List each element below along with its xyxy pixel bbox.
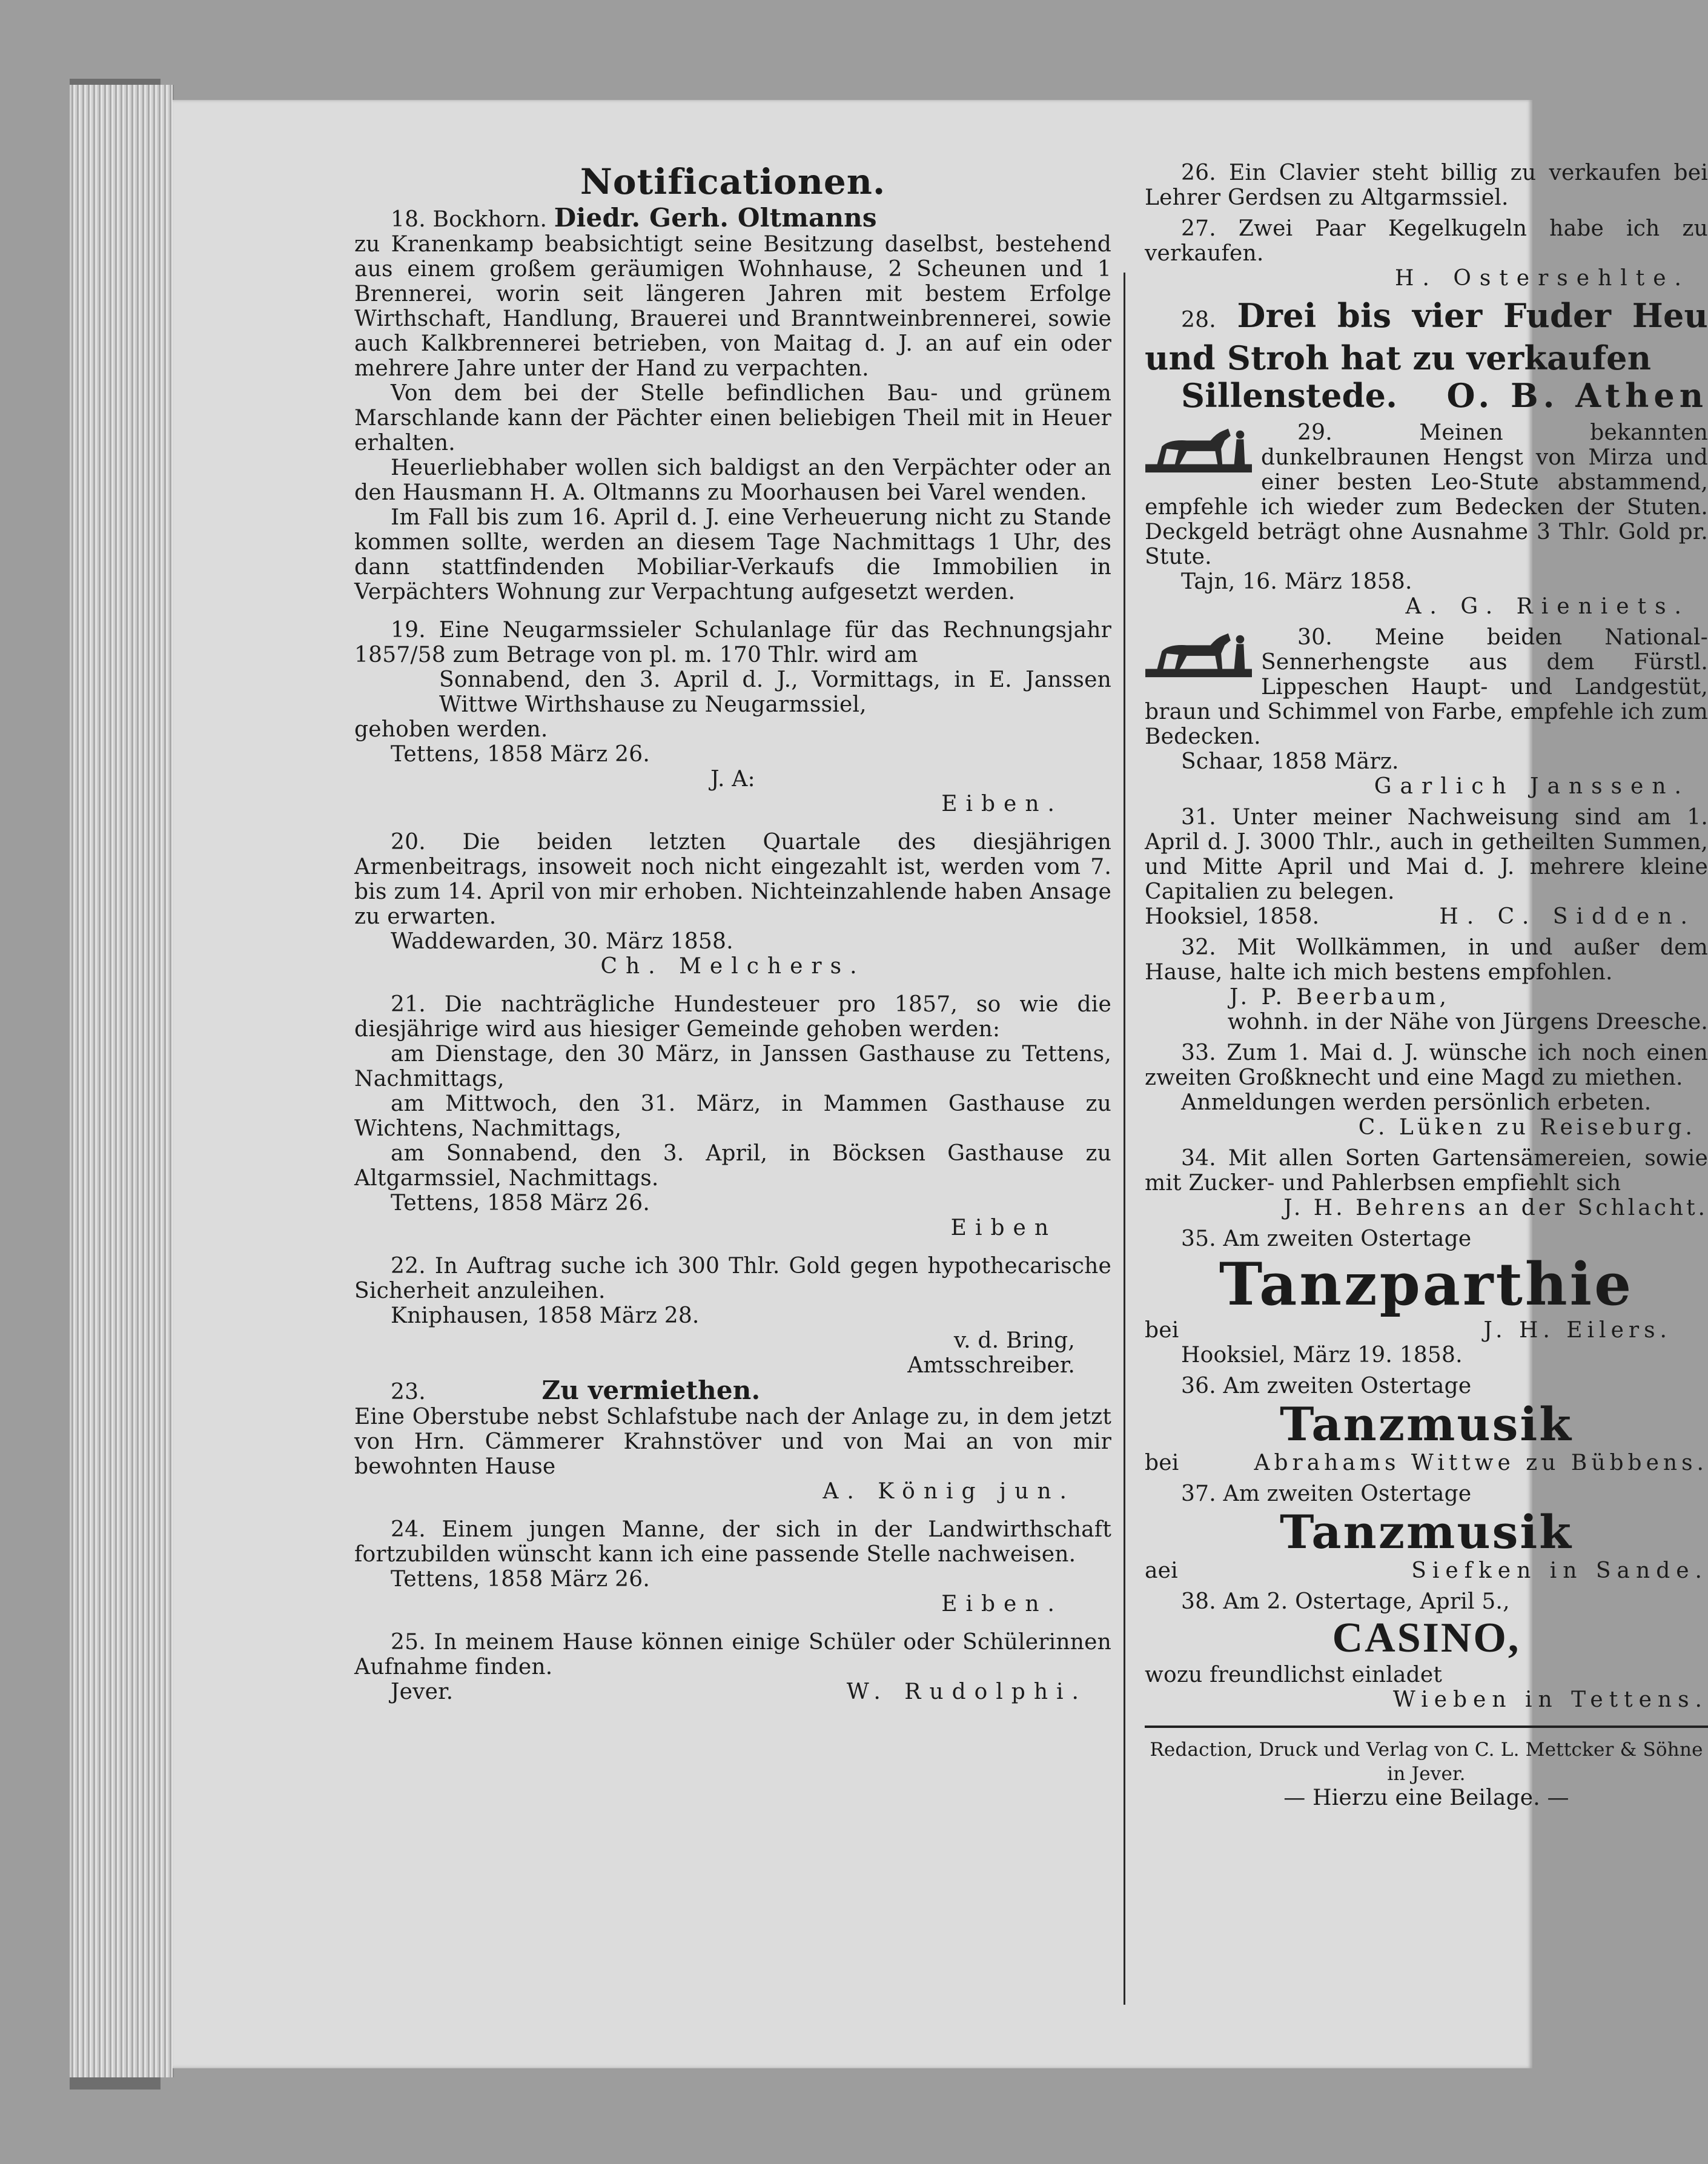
notice-36-bei: bei bbox=[1145, 1451, 1179, 1475]
notice-20-place: Waddewarden, 30. März 1858. bbox=[391, 929, 733, 954]
notice-31-sig: H. C. Sidden. bbox=[1439, 904, 1696, 929]
notice-19-place: Tettens, 1858 März 26. bbox=[391, 742, 650, 767]
notice-23-num: 23. bbox=[391, 1380, 426, 1405]
notice-29-sig: A. G. Rieniets. bbox=[1405, 594, 1690, 619]
left-column bbox=[354, 160, 1111, 1704]
notice-28 bbox=[1145, 297, 1708, 414]
notice-30 bbox=[1145, 625, 1708, 799]
notice-31 bbox=[1145, 805, 1708, 929]
notice-30-sig: Garlich Janssen. bbox=[1374, 774, 1690, 799]
notice-32-sig2: wohnh. in der Nähe von Jürgens Dreesche. bbox=[1227, 1010, 1708, 1034]
notice-38-sig: Wieben in Tettens. bbox=[1392, 1687, 1708, 1712]
notice-24-text: 24. Einem jungen Manne, der sich in der Landwirthschaft fortzubilden wünscht kann ich eine passende Stelle nachweisen. bbox=[354, 1517, 1111, 1567]
notice-35-title: Tanzparthie bbox=[1219, 1250, 1634, 1319]
notice-38-text: 38. Am 2. Ostertage, April 5., bbox=[1181, 1589, 1510, 1614]
notice-22-sig1: v. d. Bring, bbox=[953, 1328, 1075, 1353]
notice-28-num: 28. bbox=[1181, 308, 1216, 333]
notice-38-title: CASINO, bbox=[1332, 1615, 1521, 1661]
notice-38-text2: wozu freundlichst einladet bbox=[1145, 1663, 1443, 1687]
notice-27 bbox=[1145, 216, 1708, 291]
notice-33-text2: Anmeldungen werden persönlich erbeten. bbox=[1181, 1090, 1652, 1115]
notice-37 bbox=[1145, 1481, 1708, 1583]
notice-35-bei: bei bbox=[1145, 1318, 1179, 1343]
notice-26 bbox=[1145, 160, 1708, 210]
notice-21-date3: am Sonnabend, den 3. April, in Böcksen Gasthause zu Altgarmssiel, Nachmittags. bbox=[354, 1141, 1111, 1191]
notice-19-sig2: Eiben. bbox=[941, 792, 1063, 816]
column-divider bbox=[1124, 273, 1125, 2005]
notice-20-sig: Ch. Melchers. bbox=[600, 954, 866, 979]
notice-28-text: Drei bis vier Fuder Heu und Stroh hat zu verkaufen bbox=[1145, 296, 1708, 377]
notice-31-place: Hooksiel, 1858. bbox=[1145, 904, 1320, 929]
notice-18 bbox=[354, 205, 1111, 604]
notice-30-place: Schaar, 1858 März. bbox=[1181, 749, 1399, 774]
notice-27-text: 27. Zwei Paar Kegelkugeln habe ich zu verkaufen. bbox=[1145, 216, 1708, 266]
notice-27-sig: H. Ostersehlte. bbox=[1395, 266, 1690, 291]
notice-18-text2: Von dem bei der Stelle befindlichen Bau- und grünem Marschlande kann der Pächter einen beliebigen Theil mit in Heuer erhalten. bbox=[354, 381, 1111, 455]
notice-36-sig: Abrahams Wittwe zu Bübbens. bbox=[1254, 1451, 1708, 1475]
notice-20-text: 20. Die beiden letzten Quartale des diesjährigen Armenbeitrags, insoweit noch nicht eingezahlt ist, werden vom 7. bis zum 14. April von mir erhoben. Nichteinzahlende haben Ansage zu erwarten. bbox=[354, 830, 1111, 929]
notice-35-place: Hooksiel, März 19. 1858. bbox=[1181, 1343, 1463, 1368]
notice-34 bbox=[1145, 1146, 1708, 1220]
notice-24-sig: Eiben. bbox=[941, 1592, 1063, 1616]
notice-23-title: Zu vermiethen. bbox=[541, 1375, 761, 1405]
notice-22 bbox=[354, 1254, 1111, 1378]
notice-21-sig: Eiben bbox=[950, 1216, 1057, 1240]
notice-34-text: 34. Mit allen Sorten Gartensämereien, sowie mit Zucker- und Pahlerbsen empfiehlt sich bbox=[1145, 1146, 1708, 1196]
notice-36 bbox=[1145, 1374, 1708, 1475]
notice-29-place: Tajn, 16. März 1858. bbox=[1181, 569, 1412, 594]
notice-37-sig: Siefken in Sande. bbox=[1411, 1558, 1708, 1583]
notice-19-text: 19. Eine Neugarmssieler Schulanlage für das Rechnungsjahr 1857/58 zum Betrage von pl. m. 170 Thlr. wird am bbox=[354, 618, 1111, 667]
notice-21 bbox=[354, 992, 1111, 1240]
notice-18-name: Diedr. Gerh. Oltmanns bbox=[554, 203, 877, 233]
notice-23-text: Eine Oberstube nebst Schlafstube nach der Anlage zu, in dem jetzt von Hrn. Cämmerer Krahnstöver und von Mai an von mir bewohnten Hause bbox=[354, 1405, 1111, 1479]
notice-32 bbox=[1145, 935, 1708, 1034]
notice-26-text: 26. Ein Clavier steht billig zu verkaufen bei Lehrer Gerdsen zu Altgarmssiel. bbox=[1145, 160, 1708, 210]
notice-28-sig: O. B. Athen bbox=[1446, 376, 1708, 415]
right-column bbox=[1145, 160, 1708, 1810]
notice-23-sig: A. König jun. bbox=[823, 1479, 1075, 1504]
notice-22-place: Kniphausen, 1858 März 28. bbox=[391, 1303, 700, 1328]
notice-18-text4: Im Fall bis zum 16. April d. J. eine Verheuerung nicht zu Stande kommen sollte, werden an diesem Tage Nachmittags 1 Uhr, des dann stattfindenden Mobiliar-Verkaufs die Immobilien in Verpächters Wohnung zur Verpachtung aufgesetzt werden. bbox=[354, 505, 1111, 604]
notice-19-sig1: J. A: bbox=[710, 767, 755, 792]
notice-29-text: 29. Meinen bekannten dunkelbraunen Hengst von Mirza und einer besten Leo-Stute abstammend, empfehle ich wieder zum Bedecken der Stuten. Deckgeld beträgt ohne Ausnahme 3 Thlr. Gold pr. Stute. bbox=[1145, 420, 1708, 569]
notice-30-text: 30. Meine beiden National-Sennerhengste aus dem Fürstl. Lippeschen Haupt- und Landgestüt, braun und Schimmel von Farbe, empfehle ich zum Bedecken. bbox=[1145, 625, 1708, 749]
notice-36-text: 36. Am zweiten Ostertage bbox=[1181, 1374, 1472, 1398]
notice-21-date2: am Mittwoch, den 31. März, in Mammen Gasthause zu Wichtens, Nachmittags, bbox=[354, 1091, 1111, 1141]
notice-18-text3: Heuerliebhaber wollen sich baldigst an den Verpächter oder an den Hausmann H. A. Oltmanns zu Moorhausen bei Varel wenden. bbox=[354, 455, 1111, 505]
notice-21-text: 21. Die nachträgliche Hundesteuer pro 1857, so wie die diesjährige wird aus hiesiger Gemeinde gehoben werden: bbox=[354, 992, 1111, 1042]
notice-32-sig1: J. P. Beerbaum, bbox=[1230, 985, 1450, 1010]
notice-35-sig: J. H. Eilers. bbox=[1483, 1318, 1672, 1343]
notice-23 bbox=[354, 1375, 1111, 1504]
notice-37-text: 37. Am zweiten Ostertage bbox=[1181, 1481, 1472, 1506]
notice-25-place: Jever. bbox=[391, 1679, 454, 1704]
notice-38 bbox=[1145, 1589, 1708, 1712]
notice-21-place: Tettens, 1858 März 26. bbox=[391, 1191, 650, 1216]
notice-24 bbox=[354, 1517, 1111, 1616]
notice-31-text: 31. Unter meiner Nachweisung sind am 1. April d. J. 3000 Thlr., auch in getheilten Summen, und Mitte April und Mai d. J. mehrere kleine Capitalien zu belegen. bbox=[1145, 805, 1708, 904]
section-heading: Notificationen. bbox=[580, 161, 886, 202]
notice-18-text: zu Kranenkamp beabsichtigt seine Besitzung daselbst, bestehend aus einem großem geräumigen Wohnhause, 2 Scheunen und 1 Brennerei, worin seit längeren Jahren mit bestem Erfolge Wirthschaft, Handlung, Brauerei und Branntweinbrennerei, sowie auch Kalkbrennerei betrieben, von Maitag d. J. an auf ein oder mehrere Jahre unter der Hand zu verpachten. bbox=[354, 232, 1111, 381]
notice-25-sig: W. Rudolphi. bbox=[846, 1679, 1087, 1704]
notice-22-text: 22. In Auftrag suche ich 300 Thlr. Gold gegen hypothecarische Sicherheit anzuleihen. bbox=[354, 1254, 1111, 1303]
notice-34-sig: J. H. Behrens an der Schlacht. bbox=[1283, 1196, 1708, 1220]
notice-33-text: 33. Zum 1. Mai d. J. wünsche ich noch einen zweiten Großknecht und eine Magd zu miethen. bbox=[1145, 1041, 1708, 1090]
notice-33-sig: C. Lüken zu Reiseburg. bbox=[1358, 1115, 1696, 1140]
notice-32-text: 32. Mit Wollkämmen, in und außer dem Hause, halte ich mich bestens empfohlen. bbox=[1145, 935, 1708, 985]
notice-35 bbox=[1145, 1226, 1708, 1368]
notice-33 bbox=[1145, 1041, 1708, 1140]
notice-25 bbox=[354, 1630, 1111, 1704]
notice-19-text2: gehoben werden. bbox=[354, 717, 548, 742]
notice-37-title: Tanzmusik bbox=[1280, 1505, 1573, 1559]
notice-19 bbox=[354, 618, 1111, 816]
newspaper-page bbox=[173, 100, 1708, 2068]
supplement-note: — Hierzu eine Beilage. — bbox=[1283, 1785, 1569, 1810]
horse-icon bbox=[1145, 423, 1253, 476]
footer-rule bbox=[1145, 1726, 1708, 1728]
notice-19-date: Sonnabend, den 3. April d. J., Vormittags, in E. Janssen Wittwe Wirthshause zu Neugarmssiel, bbox=[439, 667, 1111, 717]
notice-28-place: Sillenstede. bbox=[1181, 376, 1398, 415]
notice-29 bbox=[1145, 420, 1708, 619]
notice-20 bbox=[354, 830, 1111, 979]
notice-24-place: Tettens, 1858 März 26. bbox=[391, 1567, 650, 1592]
notice-35-text: 35. Am zweiten Ostertage bbox=[1181, 1226, 1472, 1251]
notice-18-head: 18. Bockhorn. bbox=[391, 207, 548, 232]
horse-icon bbox=[1145, 627, 1253, 681]
imprint: Redaction, Druck und Verlag von C. L. Mettcker & Söhne in Jever. bbox=[1150, 1739, 1703, 1785]
notice-36-title: Tanzmusik bbox=[1280, 1397, 1573, 1451]
notice-37-bei: aei bbox=[1145, 1558, 1178, 1583]
page-edges bbox=[70, 85, 174, 2077]
notice-21-date1: am Dienstage, den 30 März, in Janssen Gasthause zu Tettens, Nachmittags, bbox=[354, 1042, 1111, 1091]
notice-22-sig2: Amtsschreiber. bbox=[907, 1353, 1075, 1378]
notice-25-text: 25. In meinem Hause können einige Schüler oder Schülerinnen Aufnahme finden. bbox=[354, 1630, 1111, 1679]
